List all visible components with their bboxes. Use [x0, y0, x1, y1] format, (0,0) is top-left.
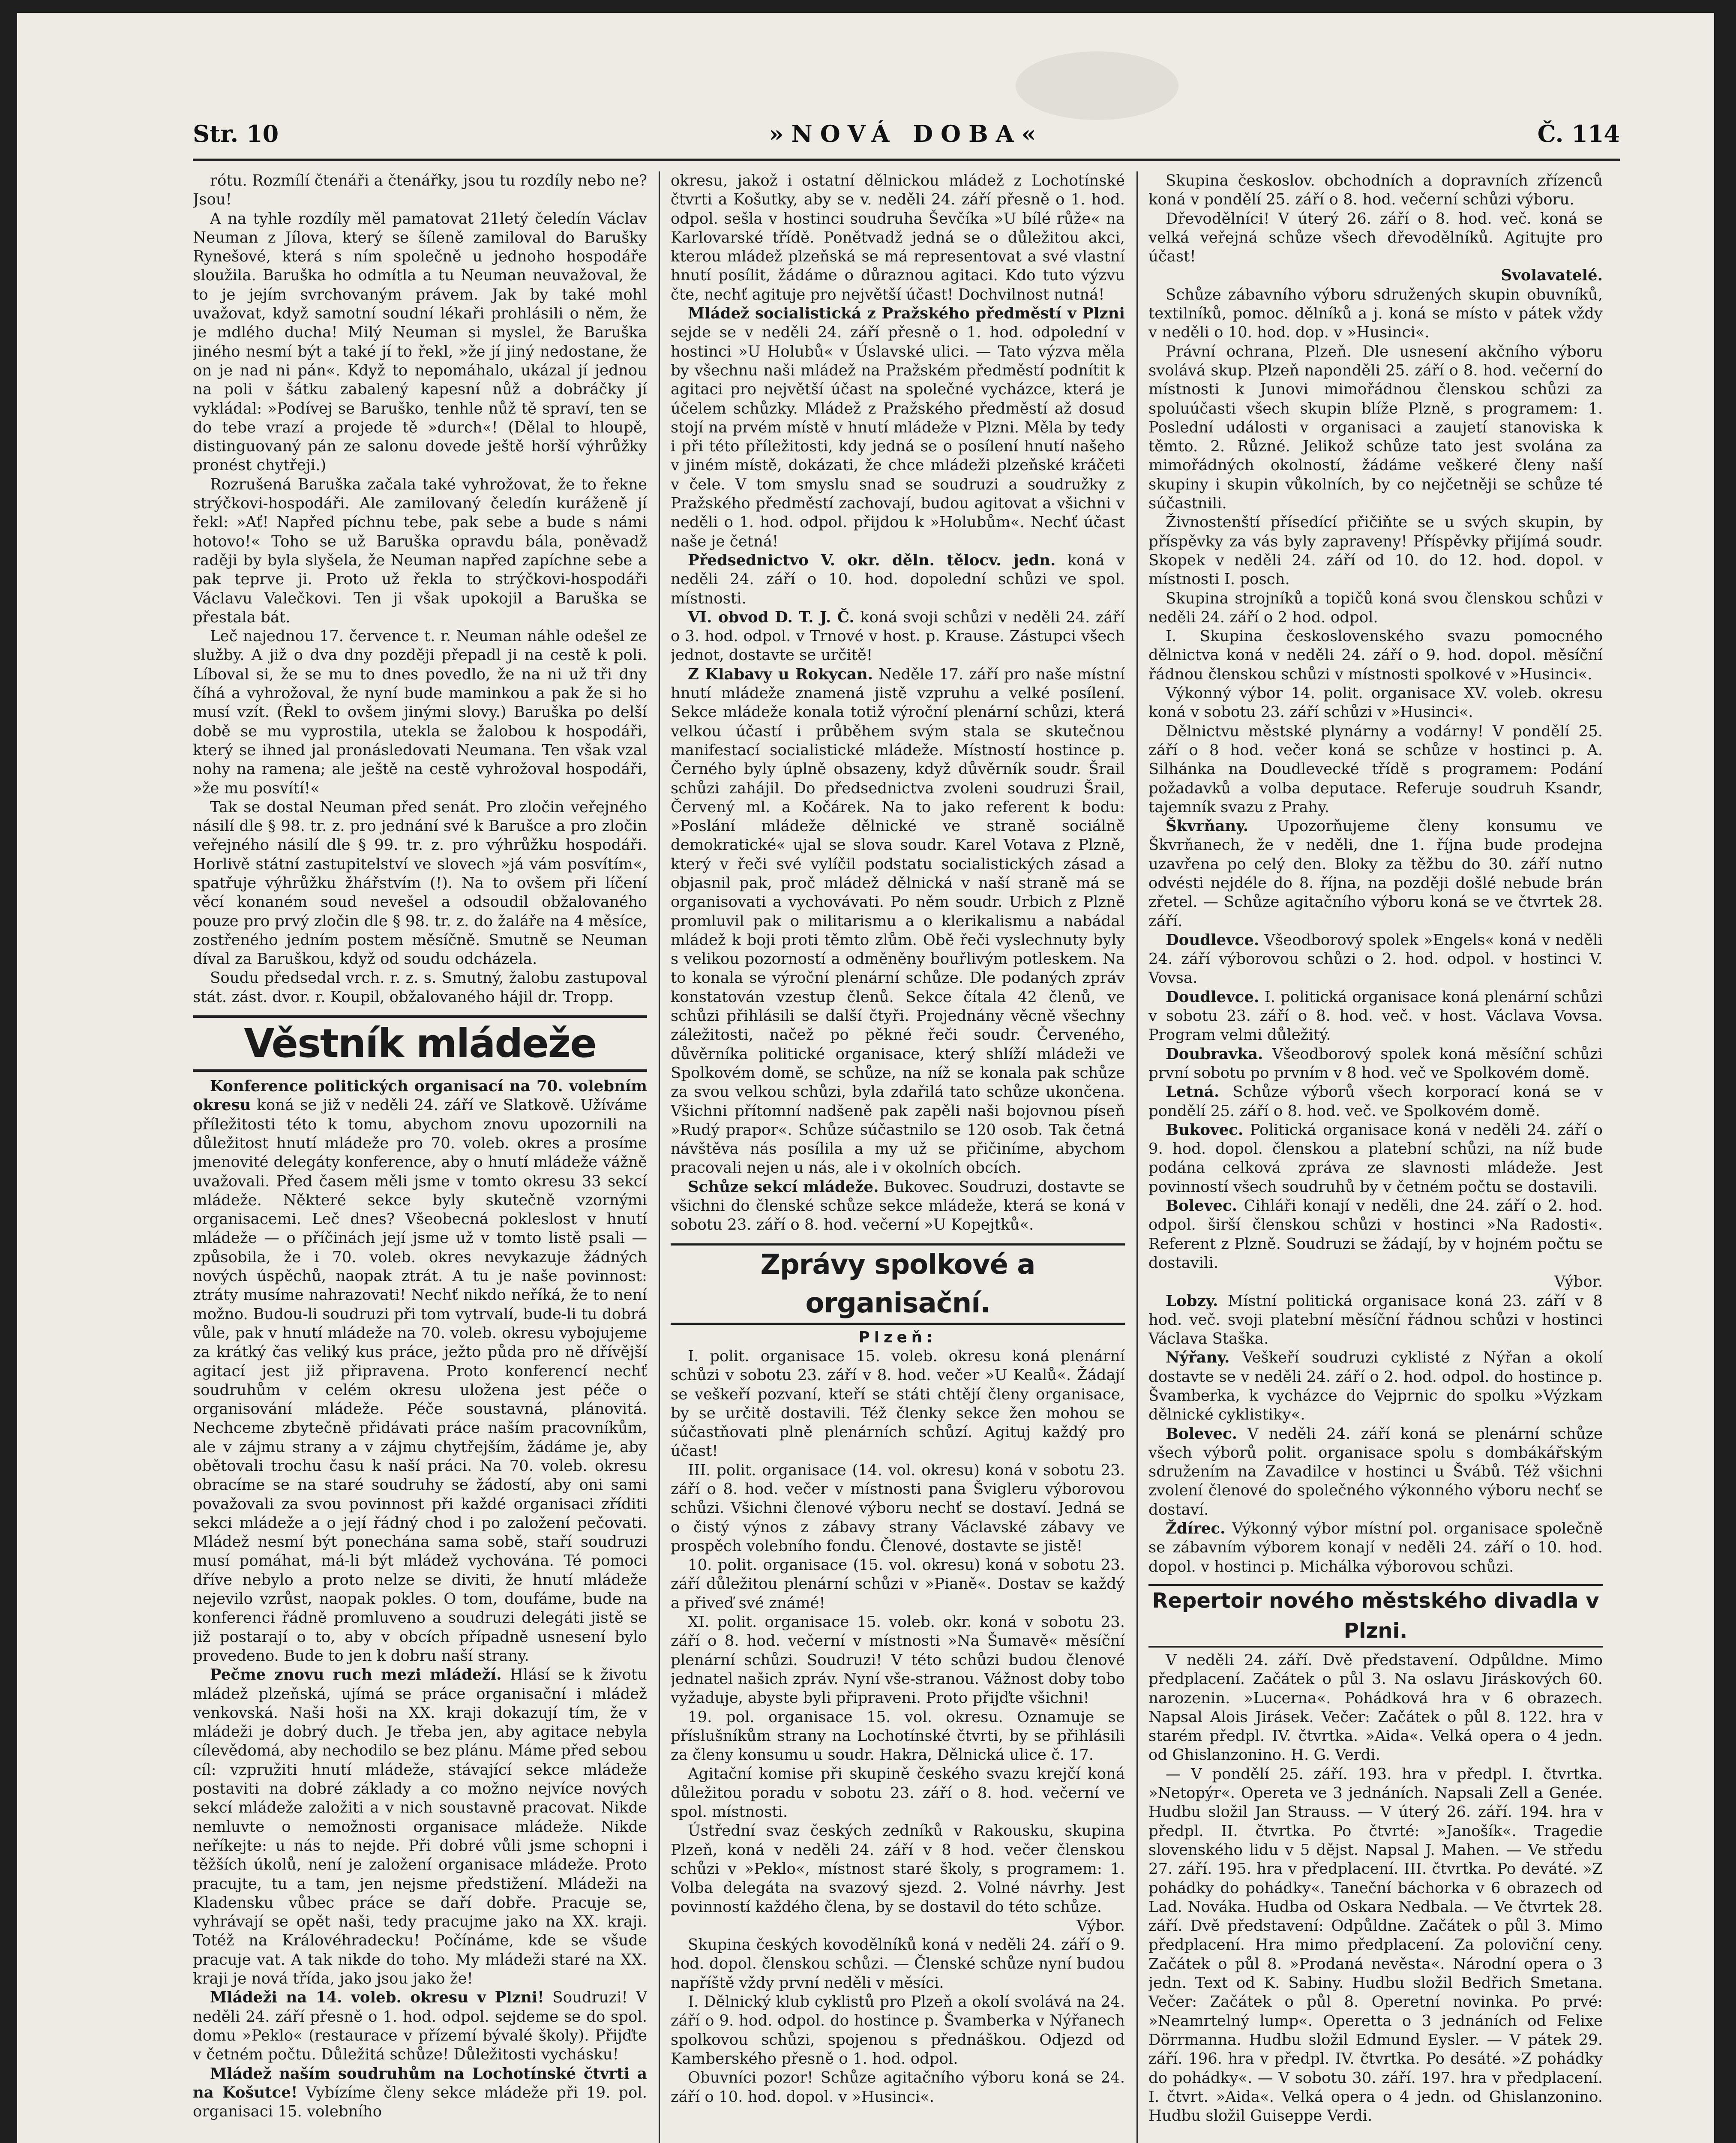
paragraph: Soudu předsedal vrch. r. z. s. Smutný, žalobu zastupoval stát. zást. dvor. r. Koupil, obžalovaného hájil dr. Tropp.	[193, 969, 647, 1006]
notice-body: Výkonný výbor místní pol. organisace společně se zábavním výborem konají v neděli 24. září o 10. hod. dopol. v hostinci p. Michálka výborovou schůzi.	[1148, 1520, 1603, 1576]
paragraph: okresu, jakož i ostatní dělnickou mládež z Lochotínské čtvrti a Košutky, aby se v. neděli 24. září přesně o 1. hod. odpol. sešla v hostinci soudruha Ševčíka »U bílé růže« na Karlovarské třídě. Ponětvadž jedná se o důležitou akci, kterou mládež plzeňská se má representovat a své vlastní hnutí posílit, žádáme o důraznou agitaci. Kdo tuto výzvu čte, nechť agituje pro největší účast! Dochvilnost nutná!	[671, 172, 1125, 303]
article	[193, 2065, 647, 2122]
notice	[1148, 817, 1603, 931]
article	[193, 1988, 647, 2064]
column-divider	[659, 171, 660, 2143]
notice	[1148, 1045, 1603, 1083]
notice: Schůze zábavního výboru sdružených skupin obuvníků, textilníků, pomoc. dělníků a j. koná se místo v pátek vždy v neděli o 10. hod. dop. v »Husinci«.	[1148, 285, 1603, 342]
notice-body: Cihláři konají v neděli, dne 24. září o 2. hod. odpol. širší členskou schůzi v hostinci »Na Radosti«. Referent z Plzně. Soudruzi se žádají, by v hojném počtu se dostavili.	[1148, 1197, 1603, 1272]
notice-body: Upozorňujeme členy konsumu ve Škvrňanech, že v neděli, dne 1. října bude prodejna uzavřena po celý den. Bloky za těžbu do 30. září nutno odvésti nejdéle do 8. října, na později došlé nebude brán zřetel. — Schůze agitačního výboru koná se ve čtvrtek 28. září.	[1148, 817, 1603, 930]
notice	[1148, 988, 1603, 1045]
article-heading: Schůze sekcí mládeže.	[688, 1178, 879, 1196]
article-heading: Mládež socialistická z Pražského předměstí v Plzni	[688, 305, 1125, 323]
notice	[1148, 1348, 1603, 1424]
article-heading: Mládež naším soudruhům na Lochotínské čtvrti a na Košutce!	[193, 2065, 647, 2101]
notice: Skupina strojníků a topičů koná svou členskou schůzi v neděli 24. září o 2 hod. odpol.	[1148, 589, 1603, 626]
article	[671, 1178, 1125, 1235]
page-number: Str. 10	[193, 120, 279, 147]
notice-heading: Lobzy.	[1166, 1292, 1218, 1310]
section-title-theatre: Repertoir nového městského divadla v Plzni.	[1148, 1584, 1603, 1648]
notice	[1148, 1197, 1603, 1273]
article-body: Soudruzi! V neděli 24. září přesně o 1. hod. odpol. sejdeme se do spol. domu »Peklo« (restaurace v přízemí bývalé školy). Přijďte v četném počtu. Důležitá schůze! Důležitosti vychásku!	[193, 1989, 647, 2064]
notice-body: Schůze výborů všech korporací koná se v pondělí 25. září o 8. hod. več. ve Spolkovém domě.	[1148, 1083, 1603, 1120]
issue-number: Č. 114	[1537, 120, 1620, 147]
column-divider	[1136, 171, 1138, 2143]
notice-body: Všeodborový spolek »Engels« koná v neděli 24. září výborovou schůzi o 2. hod. odpol. v hostinci V. Vovsa.	[1148, 931, 1603, 987]
column-3	[1148, 171, 1603, 2143]
article	[671, 551, 1125, 608]
notice-heading: Bukovec.	[1166, 1121, 1244, 1139]
signature: Svolavatelé.	[1501, 267, 1603, 285]
article-body: Neděle 17. září pro naše místní hnutí mládeže znamená jistě vzpruhu a velké posílení. Sekce mládeže konala totiž výroční plenární schůzi, která velkou účastí i průběhem svým stala se skutečnou manifestací socialistické mládeže. Místností hostince p. Černého byly úplně obsazeny, když důvěrník soudr. Šrail schůzi zahájil. Do předsednictva zvoleni soudruzi Šrail, Červený ml. a Kočárek. Na to jako referent k bodu: »Poslání mládeže dělnické ve straně sociálně demokratické« ujal se slova soudr. Karel Votava z Plzně, který v řeči své vylíčil podstatu socialistických zásad a objasnil pak, proč mládež dělnická v naší straně má se organisovati a vychovávati. Po něm soudr. Urbich z Plzně promluvil pak o militarismu a o klerikalismu a nabádal mládež k boji proti těmto zlům. Obě řeči vyslechnuty byly s velikou pozorností a odměněny bouřlivým potleskem. Na to konala se výroční plenární schůze. Dle podaných zpráv konstatován vzestup členů. Sekce čítala 42 členů, ve schůzi přihlásili se další čtyři. Projednány věcně všechny záležitosti, načež po pěkné řeči soudr. Červeného, důvěrníka politické organisace, který shlíží mládeži ve Spolkovém domě, se schůze, na níž se konala pak schůze za svou velkou schůzi, byla zdařilá tato schůze ukončena. Všichni přítomní nadšeně pak zapěli naši bojovnou píseň »Rudý prapor«. Schůze súčastnilo se 120 osob. Tak četná návštěva nás posílila a my už se přičiníme, abychom pracovali nejen u nás, ale i v okolních obcích.	[671, 665, 1125, 1177]
article-heading: VI. obvod D. T. J. Č.	[688, 608, 855, 626]
notice-heading: Doubravka.	[1166, 1045, 1263, 1063]
column-2	[671, 171, 1125, 2143]
notice: Skupina českých kovodělníků koná v neděli 24. září o 9. hod. dopol. členskou schůzi. — Členské schůze nyní budou napříště vždy první neděli v měsíci.	[671, 1936, 1125, 1992]
notice: Obuvníci pozor! Schůze agitačního výboru koná se 24. září o 10. hod. dopol. v »Husinci«.	[671, 2069, 1125, 2106]
notice-heading: Nýřany.	[1166, 1349, 1230, 1367]
notice-heading: Doudlevce.	[1166, 988, 1259, 1006]
notice: Skupina českoslov. obchodních a dopravních zřízenců koná v pondělí 25. září o 8. hod. večerní schůzi výboru.	[1148, 172, 1603, 209]
notice: Živnostenští přísedící přičiňte se u svých skupin, by příspěvky za vás byly zapraveny! Příspěvky přijímá soudr. Skopek v neděli 24. září od 10. do 12. hod. dopol. v místnosti I. posch.	[1148, 513, 1603, 588]
signature: Výbor.	[1076, 1917, 1125, 1935]
article	[671, 304, 1125, 551]
notice	[1148, 1519, 1603, 1576]
notice: 19. pol. organisace 15. vol. okresu. Oznamuje se příslušníkům strany na Lochotínské čtvrti, by se přihlásili za členy konsumu u soudr. Hakra, Dělnická ulice č. 17.	[671, 1708, 1125, 1764]
notice-heading: Ždírec.	[1166, 1520, 1226, 1538]
masthead-title: »NOVÁ DOBA«	[769, 120, 1044, 147]
notice: Dělnictvu městské plynárny a vodárny! V pondělí 25. září o 8 hod. večer koná se schůze v hostinci p. A. Silhánka na Doudlevecké třídě s programem: Podání požadavků a volba deputace. Referuje soudruh Ksandr, tajemník svazu z Prahy.	[1148, 722, 1603, 816]
article	[671, 665, 1125, 1178]
notice: Výkonný výbor 14. polit. organisace XV. voleb. okresu koná v sobotu 23. září schůzi v »Husinci«.	[1148, 684, 1603, 721]
notice	[1148, 1083, 1603, 1121]
notice-body: V neděli 24. září koná se plenární schůze všech výborů polit. organisace spolu s dombákářským sdružením na Zavadilce v hostinci u Švábů. Též všichni zvolení členové do společného výkonného výboru nechť se dostaví.	[1148, 1425, 1603, 1519]
notice	[1148, 1292, 1603, 1349]
subsection-plzen: Plzeň:	[858, 1328, 937, 1346]
notice	[1148, 1121, 1603, 1197]
notice-body: Politická organisace koná v neděli 24. září o 9. hod. dopol. členskou a platební schůzi, na níž bude podána celková zpráva ze slavnosti mládeže. Jest povinností všech soudruhů by v četném počtu se dostavili.	[1148, 1121, 1603, 1196]
article	[193, 1077, 647, 1666]
article-heading: Z Klabavy u Rokycan.	[688, 665, 873, 683]
paragraph: Tak se dostal Neuman před senát. Pro zločin veřejného násilí dle § 98. tr. z. pro jednání své k Barušce a pro zločin veřejného násilí dle § 99. tr. z. pro výhrůžku hospodáři. Horlivě státní zastupitelství ve slovech »já vám posvítím«, spatřuje výhrůžku žhářstvím (!). Na to ovšem při líčení věcí konaném soud nevešel a odsoudil obžalovaného pouze pro prvý zločin dle § 98. tr. z. do žaláře na 4 měsíce, zostřeného jedním postem měsíčně. Smutně se Neuman díval za Baruškou, když od soudu odcházela.	[193, 798, 647, 968]
paragraph: A na tyhle rozdíly měl pamatovat 21letý čeledín Václav Neuman z Jílova, který se šíleně zamiloval do Barušky Rynešové, která s ním společně u jednoho hospodáře sloužila. Baruška ho odmítla a tu Neuman neuvažoval, že to je jejím svrchovaným právem. Jak by také mohl uvažovat, když samotní soudní lékaři prohlásili o něm, že je mdlého ducha! Milý Neuman si myslel, že Baruška jiného nesmí být a také jí to řekl, »že jí jiný nedostane, že on je nad ni pán«. Když to nepomáhalo, ukázal jí jednou na poli v šátku zabalený kapesní nůž a dobráčky jí vykládal: »Podívej se Baruško, tenhle nůž tě spraví, ten se do tebe vrazí a projede tě »durch«! (Dělal to hloupě, distinguovaný pán ze salonu dovede ještě horší výhrůžky pronést chytřeji.)	[193, 210, 647, 474]
signature: Výbor.	[1554, 1273, 1603, 1291]
notice: Agitační komise při skupině českého svazu krejčí koná důležitou poradu v sobotu 23. září o 8. hod. večerní ve spol. místnosti.	[671, 1765, 1125, 1821]
article-body: Bukovec. Soudruzi, dostavte se všichni do členské schůze sekce mládeže, která se koná v sobotu 23. září o 8. hod. večerní »U Kopejtků«.	[671, 1178, 1125, 1234]
notice-body: Všeodborový spolek koná měsíční schůzi první sobotu po prvním v 8 hod. več ve Spolkovém domě.	[1148, 1045, 1603, 1082]
notice: XI. polit. organisace 15. voleb. okr. koná v sobotu 23. září o 8. hod. večerní v místnosti »Na Šumavě« měsíční plenární schůzi. Soudruzi! V této schůzi budou členové jednatel našich zpráv. Nyní vše-stranou. Vážnost doby tobo vyžaduje, abyste byli připraveni. Proto přijďte všichni!	[671, 1613, 1125, 1707]
notice-heading: Letná.	[1166, 1083, 1220, 1101]
page-header	[193, 107, 1620, 161]
article	[193, 1666, 647, 1988]
notice-body: I. politická organisace koná plenární schůzi v sobotu 23. září o 8. hod. več. v host. Václava Vovsa. Program velmi důležitý.	[1148, 988, 1603, 1044]
notice: Dřevodělníci! V úterý 26. září o 8. hod. več. koná se velká veřejná schůze všech dřevodělníků. Agitujte pro účast!	[1148, 210, 1603, 266]
notice-heading: Bolevec.	[1166, 1425, 1237, 1443]
notice: Právní ochrana, Plzeň. Dle usnesení akčního výboru svolává skup. Plzeň naponděli 25. září o 8. hod. večerní do místnosti k Junovi mimořádnou členskou schůzi za spoluúčasti všech skupin blíže Plzně, s programem: 1. Poslední události v organisaci a zaujetí stanoviska k těmto. 2. Různé. Jelikož schůze tato jest svolána za mimořádných okolností, žádáme veškeré členy naší skupiny i skupin vůkolních, by co nejčetněji se schůze té súčastnili.	[1148, 342, 1603, 513]
notice-heading: Doudlevce.	[1166, 931, 1259, 949]
article-body: koná v neděli 24. září o 10. hod. dopolední schůzi ve spol. místnosti.	[671, 551, 1125, 607]
article-heading: Předsednictvo V. okr. děln. tělocv. jedn.	[688, 551, 1056, 569]
notice	[1148, 1425, 1603, 1519]
article-heading: Pečme znovu ruch mezi mládeží.	[210, 1666, 502, 1684]
notice-body: Veškeří soudruzi cyklisté z Nýřan a okolí dostavte se v neděli 24. září o 2. hod. odpol. do hostince p. Švamberka, k vycházce do Vejprnic do spolku »Výzkam dělnické cyklistiky«.	[1148, 1349, 1603, 1424]
notice: I. Skupina československého svazu pomocného dělnictva koná v neděli 24. září o 9. hod. dopol. měsíční řádnou členskou schůzi v místnosti spolkové v »Husinci«.	[1148, 627, 1603, 683]
article-body: Hlásí se k životu mládež plzeňská, ujímá se práce organisační i mládež venkovská. Naši hoši na XX. kraji dokazují tím, že v mládeži je dobrý duch. Je třeba jen, aby agitace nebyla cílevědomá, aby nechodilo se bez plánu. Máme před sebou cíl: vzpružiti hnutí mládeže, stávající sekce mládeže postaviti na dobré základy a co možno nejvíce nových sekcí mládeže založiti a v nich soustavně pracovat. Nikde nemluvte o nemožnosti organisace mládeže. Nikde neříkejte: u nás to nejde. Při dobré vůli jsme schopni i těžších úkolů, není je založení organisace mládeže. Proto pracujte, tu a tam, jen nejsme předstižení. Mládeži na Kladensku vůbec práce se daří dobře. Pracuje se, vyhrávají se opět naši, tedy pracujme jako na XX. kraji. Totéž na Královéhradecku! Počínáme, kde se všude pracuje vat. A tak nikde do toho. My mládeži staré na XX. kraji je nová třída, jako jsou jako že!	[193, 1666, 647, 1988]
notice-body: Místní politická organisace koná 23. září v 8 hod. več. svoji platební měsíční řádnou schůzi v hostinci Václava Staška.	[1148, 1292, 1603, 1348]
theatre-listing: — V pondělí 25. září. 193. hra v předpl. I. čtvrtka. »Netopýr«. Opereta ve 3 jednáních. Napsali Zell a Genée. Hudbu složil Jan Strauss. — V úterý 26. září. 194. hra v předpl. II. čtvrtka. Po čtvrté: »Janošík«. Tragedie slovenského lidu v 5 dějst. Napsal J. Mahen. — Ve středu 27. září. 195. hra v předplacení. III. čtvrtka. Po deváté. »Z pohádky do pohádky«. Taneční báchorka v 6 obrazech od Lad. Nováka. Hudba od Oskara Nedbala. — Ve čtvrtek 28. září. Dvě představení: Odpůldne. Začátek o půl 3. Mimo předplacení. Hra mimo předplacení. Za poloviční ceny. Začátek o půl 8. »Prodaná nevěsta«. Národní opera o 3 jedn. Text od K. Sabiny. Hudbu složil Bedřich Smetana. Večer: Začátek o půl 8. Operetní novinka. Po prvé: »Neamrtelný lump«. Operetta o 3 jednáních od Felixe Dörrmanna. Hudbu složil Edmund Eysler. — V pátek 29. září. 196. hra v předpl. IV. čtvrtka. Po desáté. »Z pohádky do pohádky«. — V sobotu 30. září. 197. hra v předplacení. I. čtvrt. »Aida«. Velká opera o 4 jedn. od Ghislanzonino. Hudbu složil Guiseppe Verdi.	[1148, 1765, 1603, 2125]
notice-heading: Škvrňany.	[1166, 817, 1249, 835]
column-1	[193, 171, 647, 2143]
theatre-listing: V neděli 24. září. Dvě představení. Odpůldne. Mimo předplacení. Začátek o půl 3. Na oslavu Jiráskových 60. narozenin. »Lucerna«. Pohádková hra v 6 obrazech. Napsal Alois Jirásek. Večer: Začátek o půl 8. 122. hra v starém předpl. IV. čtvrtka. »Aida«. Velká opera o 4 jedn. od Ghislanzonino. H. G. Verdi.	[1148, 1651, 1603, 1764]
article-body: Vybízíme členy sekce mládeže při 19. pol. organisaci 15. volebního	[193, 2083, 647, 2121]
article-heading: Konference politických organisací na 70. volebním okresu	[193, 1078, 647, 1114]
notice: 10. polit. organisace (15. vol. okresu) koná v sobotu 23. září důležitou plenární schůzi v »Pianě«. Dostav se každý a přiveď své známé!	[671, 1556, 1125, 1612]
paragraph: Leč najednou 17. července t. r. Neuman náhle odešel ze služby. A již o dva dny později přepadl ji na cestě k poli. Líboval si, že se mu to dnes povedlo, že na ni už tři dny číhá a vyhrožoval, že nyní bude maminkou a pak že si ho musí vzít. (Řekl to ovšem jinými slovy.) Baruška po delší době se mu vyprostila, utekla se žalobou k hospodáři, který se ihned jal pronásledovati Neumana. Ten však vzal nohy na ramena; ale ještě na cestě vyhrožoval hospodáři, »že mu posvítí!«	[193, 627, 647, 797]
notice: I. polit. organisace 15. voleb. okresu koná plenární schůzi v sobotu 23. září v 8. hod. večer »U Kealů«. Žádají se veškeří pozvaní, kteří se státi chtějí členy organisace, by se určitě dostavili. Též členky sekce žen mohou se súčastňovati plně plenárních schůzí. Agituj každý pro účast!	[671, 1347, 1125, 1460]
newspaper-page	[17, 13, 1714, 2143]
notice: III. polit. organisace (14. vol. okresu) koná v sobotu 23. září o 8. hod. večer v místnosti pana Švigleru výborovou schůzi. Všichni členové výboru nechť se dostaví. Jedná se o čistý výnos z zábavy strany Václavské zábavy ve prospěch volebního fondu. Členové, dostavte se jistě!	[671, 1461, 1125, 1555]
article-body: koná svoji schůzi v neděli 24. září o 3. hod. odpol. v Trnové v host. p. Krause. Zástupci všech jednot, dostavte se určitě!	[671, 608, 1125, 664]
article-body: sejde se v neděli 24. září přesně o 1. hod. odpolední v hostinci »U Holubů« v Úslavské ulici. — Tato výzva měla by všechnu naši mládež na Pražském předměstí podnítit k agitaci pro největší účast na společné vycházce, která je účelem schůzky. Mládež z Pražského předměstí až dosud stojí na prvém místě v hnutí mládeže v Plzni. Měla by tedy i při této příležitosti, kdy jedná se o posílení hnutí našeho v jiném místě, dokázati, že chce mládeži plzeňské kráčeti v čele. V tom smyslu snad se soudruzi a soudružky z Pražského předměstí zachovají, budou agitovat a všichni v neděli o 1. hod. odpol. přijdou k »Holubům«. Nechť účast naše je četná!	[671, 324, 1125, 550]
section-title-youth: Věstník mládeže	[193, 1015, 647, 1072]
article-body: koná se již v neděli 24. září ve Slatkově. Užíváme příležitosti této k tomu, abychom znovu upozornili na důležitost hnutí mládeže pro 70. voleb. okres a prosíme jmenovité delegáty konference, aby o hnutí mládeže vážně uvažovali. Před časem měli jsme v tomto okresu 33 sekcí mládeže. Některé sekce byly skutečně vzornými organisacemi. Leč dnes? Všeobecná pokleslost v hnutí mládeže — o příčinách její jsme už v tomto listě psali — způsobila, že i 70. voleb. okres nevykazuje žádných nových úspěchů, naopak ztrát. A tu je naše povinnost: ztráty musíme nahrazovati! Nechť nikdo neříká, že to není možno. Budou-li soudruzi při tom vytrvalí, bude-li tu dobrá vůle, pak v hnutí mládeže na 70. voleb. okresu vybojujeme za krátký čas veliký kus práce, ježto půda pro ně dřívější agitací jest již připravena. Proto konferencí nechť soudruhům v celém okresu uložena jest péče o organisování mládeže. Péče soustavná, plánovitá. Nechceme zbytečně přidávati práce naším pracovníkům, ale v zájmu strany a v zájmu chytřejším, žádáme je, aby obětovali trochu času k naší práci. Na 70. voleb. okresu obracíme se na staré soudruhy se žádostí, aby oni sami považovali za svou povinnost při každé organisaci zříditi sekci mládeže a o její řádný chod i po založení pečovati. Mládež nesmí být ponechána sama sobě, staří soudruzi musí pomáhat, má-li být mládež vychována. Té pomoci dříve nebylo a proto nelze se diviti, že hnutí mládeže nejevilo vzrůst, naopak pokles. O tom, doufáme, bude na konferenci řádně promluveno a soudruzi delegáti jistě se již postarají o to, aby v obcích případně usnesení bylo provedeno. Bude to jen k dobru naší strany.	[193, 1096, 647, 1665]
paragraph: Rozrušená Baruška začala také vyhrožovat, že to řekne strýčkovi-hospodáři. Ale zamilovaný čeledín kuráženě jí řekl: »Ať! Napřed píchnu tebe, pak sebe a bude s námi hotovo!« Toho se už Baruška opravdu bála, poněvadž raději by byla slyšela, že Neuman napřed zapíchne sebe a pak teprve ji. Proto už řekla to strýčkovi-hospodáři Václavu Valečkovi. Ten ji však upokojil a Baruška se přestala bát.	[193, 475, 647, 626]
paragraph: rótu. Rozmílí čtenáři a čtenářky, jsou tu rozdíly nebo ne? Jsou!	[193, 172, 647, 209]
notice: I. Dělnický klub cyklistů pro Plzeň a okolí svolává na 24. září o 9. hod. odpol. do hostince p. Švamberka v Nýřanech spolkovou schůzi, spojenou s přednáškou. Odjezd od Kamberského přesně o 1. hod. odpol.	[671, 1993, 1125, 2068]
notice	[1148, 931, 1603, 988]
section-title-associations: Zprávy spolkové a organisační.	[671, 1243, 1125, 1325]
notice-heading: Bolevec.	[1166, 1197, 1237, 1215]
notice: Ústřední svaz českých zedníků v Rakousku, skupina Plzeň, koná v neděli 24. září v 8 hod. večer členskou schůzi v »Peklo«, místnost staré školy, s programem: 1. Volba delegáta na svazový sjezd. 2. Volné návrhy. Jest povinností každého člena, by se dostavil do této schůze.	[671, 1822, 1125, 1916]
article-heading: Mládeži na 14. voleb. okresu v Plzni!	[210, 1989, 544, 2007]
article	[671, 608, 1125, 665]
